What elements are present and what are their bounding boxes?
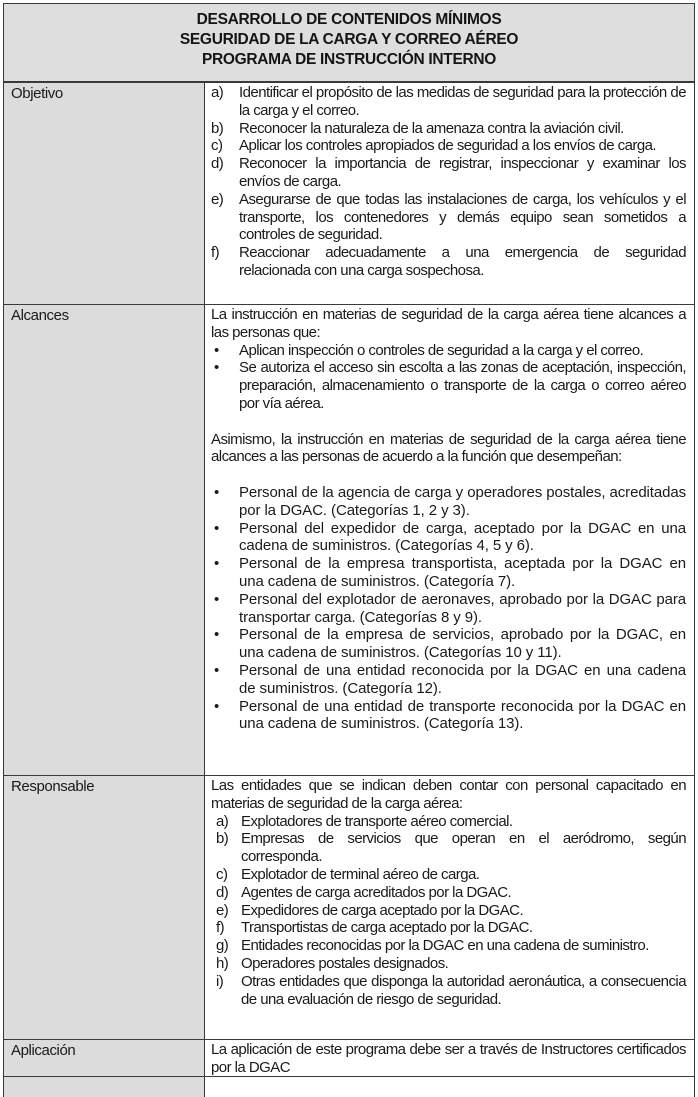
list-item [211,937,686,955]
list-item-text: Personal del expedidor de carga, aceptado por la DGAC en una cadena de suministros. (Categorías 4, 5 y 6). [239,519,686,555]
list-marker: a) [216,812,229,830]
header-title-line-1: DESARROLLO DE CONTENIDOS MÍNIMOS [196,11,502,28]
list-item [211,555,686,591]
list-item [211,866,686,884]
list-marker: e) [216,901,229,919]
bullet-icon: • [214,590,220,608]
bullet-icon: • [214,555,220,573]
list-item [211,359,686,412]
list-item [211,830,686,866]
list-item-text: Personal de una entidad reconocida por la DGAC en una cadena de suministros. (Categoría 12). [239,661,686,697]
table-row-truncated [3,1077,695,1097]
list-marker: d) [211,155,224,173]
list-item-text: Personal del explotador de aeronaves, aprobado por la DGAC para transportar carga. (Categorías 8 y 9). [239,590,686,626]
row-label-responsable: Responsable [4,776,205,1039]
table-row-responsable [3,776,695,1040]
list-item [211,191,686,244]
bullet-icon: • [214,341,219,359]
list-item-text: Entidades reconocidas por la DGAC en una cadena de suministro. [241,937,649,955]
list-item [211,919,686,937]
list-item [211,244,686,280]
list-marker: c) [216,865,228,883]
list-marker: a) [211,84,224,101]
document-page [3,3,695,1097]
list-marker: f) [216,919,225,937]
list-item-text: Aplicar los controles apropiados de seguridad a los envíos de carga. [239,137,657,155]
list-marker: h) [216,954,229,972]
list-item [211,342,686,360]
list-item [211,84,686,120]
bullet-icon: • [214,359,219,377]
list-marker: i) [216,972,224,990]
list-item [211,484,686,520]
row-content-responsable [205,776,694,1039]
list-marker: d) [216,883,229,901]
list-item [211,520,686,556]
list-item-text: Transportistas de carga aceptado por la DGAC. [241,919,533,937]
list-marker: e) [211,190,224,208]
list-item [211,137,686,155]
alcances-intro: La instrucción en materias de seguridad de la carga aérea tiene alcances a las personas que: [211,306,686,341]
spacer [211,413,686,431]
list-item-text: Reconocer la importancia de registrar, inspeccionar y examinar los envíos de carga. [239,155,686,190]
spacer [211,466,686,484]
list-item [211,973,686,1009]
list-item-text: Explotadores de transporte aéreo comercial. [241,812,513,830]
bullet-icon: • [214,519,220,537]
row-content-empty [205,1077,694,1097]
row-label-empty [4,1077,205,1097]
list-item [211,698,686,734]
header-title-line-2: SEGURIDAD DE LA CARGA Y CORREO AÉREO [179,31,519,48]
list-marker: b) [211,119,224,137]
list-marker: c) [211,137,223,155]
list-item-text: Personal de la empresa transportista, aceptada por la DGAC en una cadena de suministros. (Categoría 7). [239,555,686,590]
list-item [211,120,686,138]
list-item-text: Expedidores de carga aceptado por la DGAC. [241,901,524,919]
list-item-text: Se autoriza el acceso sin escolta a las zonas de aceptación, inspección, preparación, almacenamiento o transporte de la carga o correo aéreo por vía aérea. [239,359,686,412]
responsable-intro: Las entidades que se indican deben contar con personal capacitado en materias de seguridad de la carga aérea: [211,777,686,812]
list-item [211,591,686,627]
table-row-objetivo [3,83,695,305]
list-item-text: Reconocer la naturaleza de la amenaza contra la aviación civil. [239,119,624,137]
list-item-text: Explotador de terminal aéreo de carga. [241,865,480,883]
row-label-objetivo: Objetivo [4,83,205,304]
table-row-alcances [3,305,695,776]
list-item-text: Asegurarse de que todas las instalaciones de carga, los vehículos y el transporte, los contenedores y demás equipo sean sometidos a controles de seguridad. [239,190,686,244]
list-marker: f) [211,244,220,262]
list-item [211,902,686,920]
list-item-text: Personal de una entidad de transporte reconocida por la DGAC en una cadena de suministros. (Categoría 13). [239,697,686,733]
bullet-icon: • [214,626,220,644]
list-item [211,884,686,902]
list-item-text: Otras entidades que disponga la autoridad aeronáutica, a consecuencia de una evaluación de riesgo de seguridad. [241,972,686,1008]
row-content-alcances [205,305,694,775]
list-item [211,813,686,831]
list-item [211,955,686,973]
document-header [3,3,695,83]
list-marker: b) [216,830,229,848]
list-item-text: Personal de la agencia de carga y operadores postales, acreditadas por la DGAC. (Categorías 1, 2 y 3). [239,483,686,519]
alcances-intro-2: Asimismo, la instrucción en materias de seguridad de la carga aérea tiene alcances a las personas de acuerdo a la función que desempeñan: [211,430,686,466]
bullet-icon: • [214,697,220,715]
table-row-aplicacion [3,1040,695,1077]
header-title-line-3: PROGRAMA DE INSTRUCCIÓN INTERNO [201,51,497,68]
row-label-alcances: Alcances [4,305,205,775]
row-content-objetivo [205,83,694,304]
list-item [211,662,686,698]
list-item-text: Personal de la empresa de servicios, aprobado por la DGAC, en una cadena de suministros. (Categorías 10 y 11). [239,626,686,662]
list-marker: g) [216,937,229,955]
list-item-text: Agentes de carga acreditados por la DGAC. [241,883,512,901]
list-item-text: Identificar el propósito de las medidas de seguridad para la protección de la carga y el correo. [239,84,686,119]
row-content-aplicacion: La aplicación de este programa debe ser a través de Instructores certificados por la DGAC [205,1040,694,1076]
bullet-icon: • [214,661,220,679]
row-label-aplicacion: Aplicación [4,1040,205,1076]
list-item-text: Reaccionar adecuadamente a una emergencia de seguridad relacionada con una carga sospechosa. [239,244,686,279]
list-item [211,155,686,191]
list-item-text: Empresas de servicios que operan en el aeródromo, según corresponda. [241,830,686,866]
list-item-text: Operadores postales designados. [241,954,449,972]
bullet-icon: • [214,483,220,501]
list-item-text: Aplican inspección o controles de seguridad a la carga y el correo. [239,341,644,359]
list-item [211,626,686,662]
